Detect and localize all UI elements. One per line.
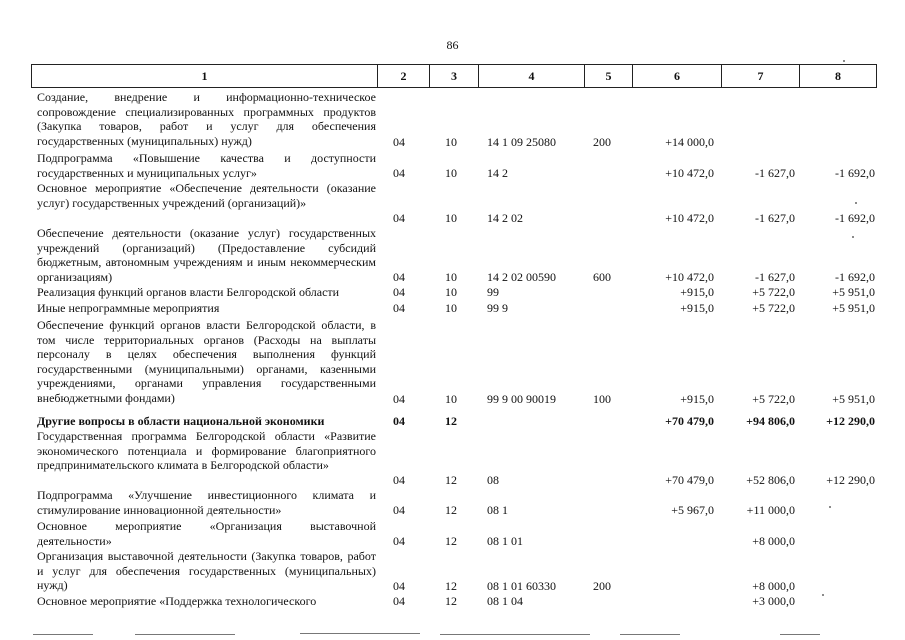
cell-section: 04 [393,473,405,488]
budget-table [31,64,877,624]
cell-amount-3: -1 692,0 [835,211,875,226]
cell-amount-2: +5 722,0 [752,392,795,407]
cell-section: 04 [393,503,405,518]
header-col-5: 5 [584,65,632,87]
cell-amount-1: +915,0 [680,301,714,316]
table-row [31,285,877,300]
row-name: Обеспечение функций органов власти Белгородской области, в том числе территориальных органов (Расходы на выплаты персоналу в целях обеспечения выполнения функций государственными (муниципальными) органами, казенными учреждениями, органами управления государственными внебюджетными фондами) [37,318,376,405]
cell-subsection: 10 [445,392,457,407]
row-name: Основное мероприятие «Поддержка технологического [37,594,317,608]
row-name: Организация выставочной деятельности (Закупка товаров, работ и услуг для обеспечения государственных (муниципальных) нужд) [37,549,376,593]
cell-section: 04 [393,594,405,609]
row-name: Обеспечение деятельности (оказание услуг) государственных учреждений (организаций) (Предоставление субсидий бюджетным, автономным учреждениям и иным некоммерческим организациям) [37,226,376,284]
row-name: Иные непрограммные мероприятия [37,301,220,315]
row-name: Другие вопросы в области национальной экономики [37,414,325,428]
cell-target-article: 14 1 09 25080 [487,135,556,150]
row-name: Государственная программа Белгородской области «Развитие экономического потенциала и формирование благоприятного предпринимательского климата в Белгородской области» [37,429,376,473]
cell-target-article: 14 2 02 00590 [487,270,556,285]
cell-subsection: 10 [445,135,457,150]
cell-target-article: 99 [487,285,499,300]
cell-subsection: 10 [445,211,457,226]
table-row [31,151,877,181]
cell-amount-1: +10 472,0 [665,211,714,226]
cell-amount-2: +52 806,0 [746,473,795,488]
cell-expense-type: 200 [593,135,611,150]
cell-amount-2: +3 000,0 [752,594,795,609]
cell-amount-1: +915,0 [680,392,714,407]
row-name: Реализация функций органов власти Белгородской области [37,285,340,299]
table-row [31,301,877,316]
cell-section: 04 [393,392,405,407]
table-row [31,90,877,150]
cell-amount-1: +70 479,0 [665,473,714,488]
cell-section: 04 [393,166,405,181]
cell-amount-2: +11 000,0 [746,503,795,518]
cell-amount-3: +5 951,0 [832,301,875,316]
scan-dot [852,236,854,238]
table-row [31,414,877,429]
cell-subsection: 10 [445,301,457,316]
cell-amount-3: -1 692,0 [835,166,875,181]
cell-amount-1: +915,0 [680,285,714,300]
cell-amount-1: +5 967,0 [671,503,714,518]
table-row [31,549,877,594]
cell-subsection: 10 [445,166,457,181]
row-name: Подпрограмма «Улучшение инвестиционного климата и стимулирование инновационной деятельности» [37,488,376,517]
table-row [31,594,877,609]
header-col-8: 8 [799,65,876,87]
cell-amount-1: +14 000,0 [665,135,714,150]
header-col-3: 3 [429,65,478,87]
cell-target-article: 08 1 04 [487,594,523,609]
scan-dot [829,506,831,508]
table-row [31,519,877,549]
cell-amount-1: +70 479,0 [665,414,714,429]
cell-amount-2: +5 722,0 [752,285,795,300]
cell-amount-2: +8 000,0 [752,534,795,549]
cell-section: 04 [393,579,405,594]
cell-subsection: 12 [445,473,457,488]
cell-section: 04 [393,534,405,549]
table-row [31,318,877,407]
table-row [31,429,877,488]
cell-amount-1: +10 472,0 [665,166,714,181]
header-col-6: 6 [632,65,721,87]
cell-expense-type: 100 [593,392,611,407]
header-col-4: 4 [478,65,584,87]
cell-amount-3: +5 951,0 [832,285,875,300]
cell-subsection: 12 [445,534,457,549]
cell-target-article: 08 1 01 [487,534,523,549]
cell-amount-2: -1 627,0 [755,166,795,181]
scan-dot [855,202,857,204]
cell-section: 04 [393,285,405,300]
row-name: Основное мероприятие «Организация выставочной деятельности» [37,519,376,548]
cell-target-article: 14 2 02 [487,211,523,226]
cell-target-article: 08 1 [487,503,508,518]
header-col-7: 7 [721,65,799,87]
scan-dot [822,594,824,596]
cell-section: 04 [393,135,405,150]
cell-subsection: 12 [445,414,457,429]
cell-subsection: 10 [445,270,457,285]
cell-amount-3: -1 692,0 [835,270,875,285]
cell-target-article: 08 1 01 60330 [487,579,556,594]
cell-target-article: 99 9 [487,301,508,316]
table-row [31,488,877,518]
cell-expense-type: 200 [593,579,611,594]
table-header [31,64,877,88]
cell-section: 04 [393,211,405,226]
cell-subsection: 12 [445,579,457,594]
cell-subsection: 10 [445,285,457,300]
cell-amount-2: -1 627,0 [755,270,795,285]
scan-dot [843,60,845,62]
cell-amount-2: -1 627,0 [755,211,795,226]
cell-amount-3: +12 290,0 [826,414,875,429]
cell-amount-1: +10 472,0 [665,270,714,285]
cell-section: 04 [393,301,405,316]
cell-amount-2: +5 722,0 [752,301,795,316]
table-row [31,181,877,226]
row-name: Подпрограмма «Повышение качества и доступности государственных и муниципальных услуг» [37,151,376,180]
cell-amount-2: +94 806,0 [746,414,795,429]
cell-amount-3: +5 951,0 [832,392,875,407]
cell-section: 04 [393,414,405,429]
cell-section: 04 [393,270,405,285]
cell-target-article: 99 9 00 90019 [487,392,556,407]
row-name: Основное мероприятие «Обеспечение деятельности (оказание услуг) государственных учреждений (организаций)» [37,181,376,210]
cell-amount-3: +12 290,0 [826,473,875,488]
header-col-2: 2 [377,65,429,87]
row-name: Создание, внедрение и информационно-техническое сопровождение специализированных программных продуктов (Закупка товаров, работ и услуг для обеспечения государственных (муниципальных) нужд) [37,90,376,148]
cell-subsection: 12 [445,503,457,518]
cell-subsection: 12 [445,594,457,609]
cell-target-article: 14 2 [487,166,508,181]
header-col-1: 1 [201,69,208,83]
cell-amount-2: +8 000,0 [752,579,795,594]
cell-target-article: 08 [487,473,499,488]
table-row [31,226,877,285]
page-number: 86 [446,38,459,52]
cell-expense-type: 600 [593,270,611,285]
